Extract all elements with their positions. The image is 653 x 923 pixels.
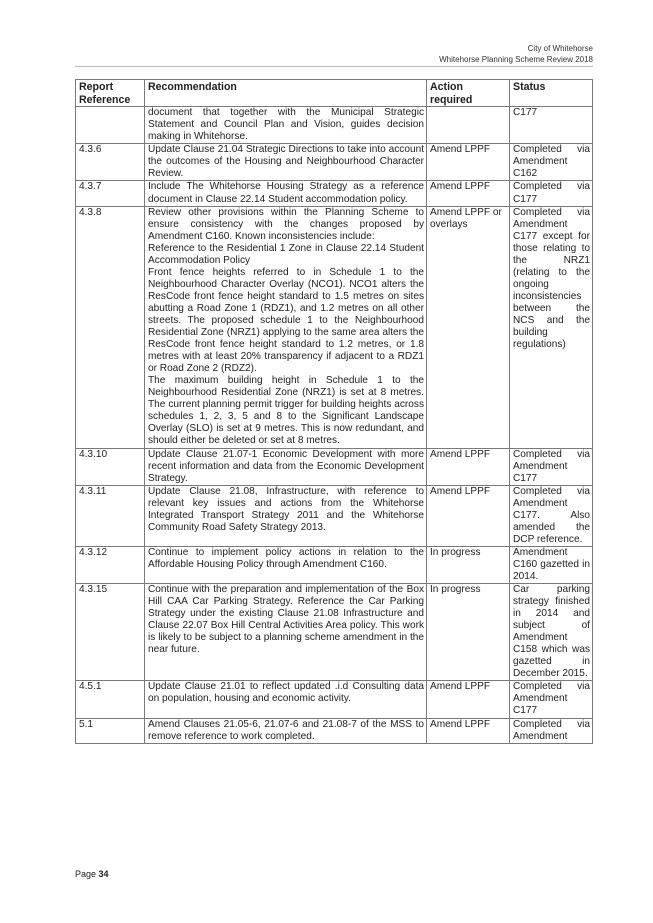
recommendation-paragraph: document that together with the Municipal Strategic Statement and Council Plan and Vision, guides decision making in Whitehorse. bbox=[148, 107, 424, 143]
table-row bbox=[76, 718, 593, 743]
cell-reference bbox=[76, 107, 145, 144]
cell-recommendation bbox=[145, 206, 427, 448]
table-body bbox=[76, 107, 593, 743]
header-divider bbox=[75, 66, 593, 67]
cell-status: Amendment C160 gazetted in 2014. bbox=[510, 546, 593, 583]
page-footer bbox=[75, 869, 109, 879]
cell-recommendation bbox=[145, 448, 427, 485]
recommendation-paragraph: Amend Clauses 21.05-6, 21.07-6 and 21.08-7 of the MSS to remove reference to work completed. bbox=[148, 718, 424, 742]
header-org: City of Whitehorse bbox=[527, 44, 593, 53]
recommendation-paragraph: The maximum building height in Schedule 1 to the Neighbourhood Residential Zone (NRZ1) is set at 8 metres. The current planning permit trigger for building heights across schedules 1, 2, 3, 5 and 8 to the Significant Landscape Overlay (SLO) is set at 9 metres. This is now redundant, and should either be deleted or set at 8 metres. bbox=[148, 375, 424, 447]
cell-reference: 4.3.15 bbox=[76, 584, 145, 681]
recommendation-paragraph: Front fence heights referred to in Schedule 1 to the Neighbourhood Character Overlay (NCO1). NCO1 alters the ResCode front fence height standard to 1.5 metres on sites abutting a Road Zone 1 (RDZ1), and 1.2 metres on all other streets. The proposed schedule 1 to the Neighbourhood Residential Zone (NRZ1) applying to the same area alters the ResCode front fence height standard to 1.2 metres, or 1.8 metres with at least 20% transparency if adjacent to a RDZ1 or Road Zone 2 (RDZ2). bbox=[148, 266, 424, 375]
table-row bbox=[76, 144, 593, 181]
cell-status: Completed via Amendment C177 bbox=[510, 448, 593, 485]
recommendation-paragraph: Update Clause 21.04 Strategic Directions to take into account the outcomes of the Housing and Neighbourhood Character Review. bbox=[148, 144, 424, 180]
cell-recommendation bbox=[145, 681, 427, 718]
cell-status: Completed via C177 bbox=[510, 181, 593, 206]
recommendations-table bbox=[75, 79, 593, 744]
document-header bbox=[439, 43, 593, 65]
table-row bbox=[76, 485, 593, 546]
cell-status: Car parking strategy finished in 2014 and subject of Amendment C158 which was gazetted in December 2015. bbox=[510, 584, 593, 681]
table-row bbox=[76, 546, 593, 583]
table-row bbox=[76, 107, 593, 144]
recommendation-paragraph: Review other provisions within the Planning Scheme to ensure consistency with the changes proposed by Amendment C160. Known inconsistencies include: bbox=[148, 206, 424, 242]
cell-recommendation bbox=[145, 718, 427, 743]
cell-status: Completed via Amendment C177. Also amended the DCP reference. bbox=[510, 485, 593, 546]
cell-status: Completed via Amendment C177 bbox=[510, 681, 593, 718]
column-header-recommendation: Recommendation bbox=[145, 80, 427, 107]
table-row bbox=[76, 584, 593, 681]
table-row bbox=[76, 181, 593, 206]
cell-reference: 4.3.7 bbox=[76, 181, 145, 206]
cell-reference: 4.3.12 bbox=[76, 546, 145, 583]
table-row bbox=[76, 448, 593, 485]
cell-reference: 4.5.1 bbox=[76, 681, 145, 718]
cell-action-required: Amend LPPF bbox=[427, 485, 510, 546]
cell-action-required: In progress bbox=[427, 546, 510, 583]
cell-recommendation bbox=[145, 181, 427, 206]
recommendation-paragraph: Update Clause 21.07-1 Economic Development with more recent information and data from the Economic Development Strategy. bbox=[148, 448, 424, 484]
table-row bbox=[76, 206, 593, 448]
cell-reference: 4.3.10 bbox=[76, 448, 145, 485]
cell-action-required bbox=[427, 107, 510, 144]
cell-action-required: Amend LPPF bbox=[427, 681, 510, 718]
table-row bbox=[76, 681, 593, 718]
recommendation-paragraph: Reference to the Residential 1 Zone in Clause 22.14 Student Accommodation Policy bbox=[148, 242, 424, 266]
recommendation-paragraph: Update Clause 21.08, Infrastructure, with reference to relevant key issues and actions from the Whitehorse Integrated Transport Strategy 2011 and the Whitehorse Community Road Safety Strategy 2013. bbox=[148, 485, 424, 533]
cell-recommendation bbox=[145, 485, 427, 546]
page-number: 34 bbox=[98, 869, 109, 879]
table-header-row bbox=[76, 80, 593, 107]
cell-status: Completed via Amendment C162 bbox=[510, 144, 593, 181]
header-doc-title: Whitehorse Planning Scheme Review 2018 bbox=[439, 55, 593, 64]
cell-reference: 4.3.6 bbox=[76, 144, 145, 181]
cell-reference: 4.3.8 bbox=[76, 206, 145, 448]
cell-reference: 4.3.11 bbox=[76, 485, 145, 546]
cell-recommendation bbox=[145, 144, 427, 181]
cell-status: C177 bbox=[510, 107, 593, 144]
cell-recommendation bbox=[145, 584, 427, 681]
cell-recommendation bbox=[145, 107, 427, 144]
column-header-ref: Report Reference bbox=[76, 80, 145, 107]
cell-action-required: In progress bbox=[427, 584, 510, 681]
recommendation-paragraph: Continue to implement policy actions in relation to the Affordable Housing Policy through Amendment C160. bbox=[148, 546, 424, 570]
column-header-status: Status bbox=[510, 80, 593, 107]
recommendation-paragraph: Update Clause 21.01 to reflect updated .i.d Consulting data on population, housing and economic activity. bbox=[148, 681, 424, 705]
cell-status: Completed via Amendment C177 except for those relating to the NRZ1 (relating to the ongoing inconsistencies between the NCS and the building regulations) bbox=[510, 206, 593, 448]
cell-action-required: Amend LPPF or overlays bbox=[427, 206, 510, 448]
cell-action-required: Amend LPPF bbox=[427, 181, 510, 206]
page-label: Page bbox=[75, 869, 97, 879]
cell-reference: 5.1 bbox=[76, 718, 145, 743]
cell-action-required: Amend LPPF bbox=[427, 144, 510, 181]
recommendation-paragraph: Include The Whitehorse Housing Strategy as a reference document in Clause 22.14 Student accommodation policy. bbox=[148, 181, 424, 205]
cell-action-required: Amend LPPF bbox=[427, 448, 510, 485]
cell-action-required: Amend LPPF bbox=[427, 718, 510, 743]
recommendation-paragraph: Continue with the preparation and implementation of the Box Hill CAA Car Parking Strategy. Reference the Car Parking Strategy under the existing Clause 21.08 Infrastructure and Clause 22.07 Box Hill Central Activities Area policy. This work is likely to be subject to a planning scheme amendment in the near future. bbox=[148, 584, 424, 656]
cell-status: Completed via Amendment bbox=[510, 718, 593, 743]
cell-recommendation bbox=[145, 546, 427, 583]
column-header-action: Action required bbox=[427, 80, 510, 107]
